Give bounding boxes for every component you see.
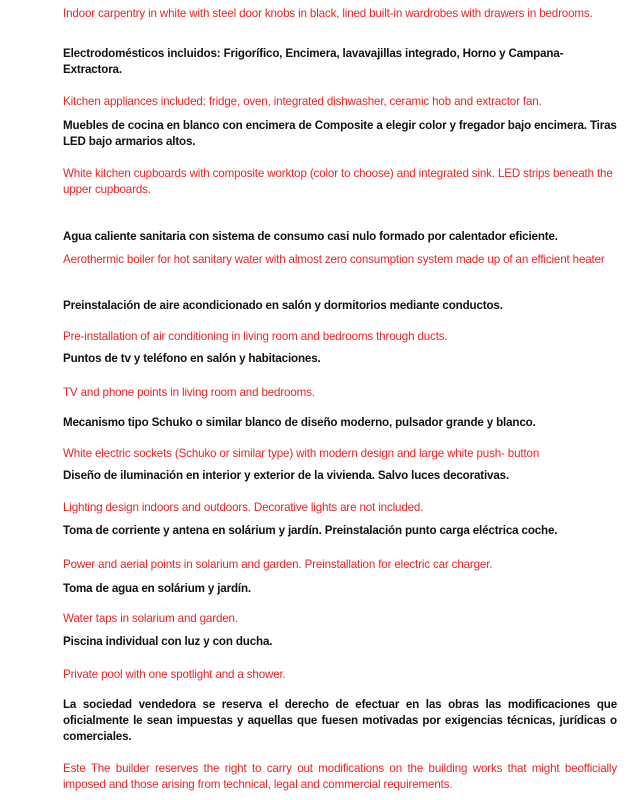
paragraph-sockets-es: Mecanismo tipo Schuko o similar blanco de diseño moderno, pulsador grande y blanco. bbox=[63, 416, 536, 429]
paragraph-tv-phone-en: TV and phone points in living room and bedrooms. bbox=[63, 386, 315, 399]
paragraph-disclaimer-es: La sociedad vendedora se reserva el derecho de efectuar en las obras las modificaciones que oficialmente le sean impuestas y aquellas que fuesen motivadas por exigencias técnicas, jurídicas o comerciales. bbox=[63, 698, 617, 743]
paragraph-pool-en: Private pool with one spotlight and a shower. bbox=[63, 668, 286, 681]
paragraph-hot-water-es: Agua caliente sanitaria con sistema de consumo casi nulo formado por calentador eficiente. bbox=[63, 230, 558, 243]
paragraph-sockets-en: White electric sockets (Schuko or similar type) with modern design and large white push- button bbox=[63, 447, 540, 460]
paragraph-air-con-en: Pre-installation of air conditioning in living room and bedrooms through ducts. bbox=[63, 330, 448, 343]
paragraph-water-taps-es: Toma de agua en solárium y jardín. bbox=[63, 582, 251, 595]
paragraph-lighting-es: Diseño de iluminación en interior y exterior de la vivienda. Salvo luces decorativas. bbox=[63, 469, 510, 482]
paragraph-air-con-es: Preinstalación de aire acondicionado en salón y dormitorios mediante conductos. bbox=[63, 299, 503, 312]
paragraph-kitchen-es: Muebles de cocina en blanco con encimera de Composite a elegir color y fregador bajo encimera. Tiras LED bajo armarios altos. bbox=[63, 119, 617, 148]
paragraph-appliances-en: Kitchen appliances included: fridge, oven, integrated dishwasher, ceramic hob and extractor fan. bbox=[63, 95, 542, 108]
paragraph-power-points-en: Power and aerial points in solarium and garden. Preinstallation for electric car charger. bbox=[63, 558, 493, 571]
paragraph-tv-phone-es: Puntos de tv y teléfono en salón y habitaciones. bbox=[63, 352, 321, 365]
paragraph-appliances-es: Electrodomésticos incluidos: Frigorífico, Encimera, lavavajillas integrado, Horno y Campana-Extractora. bbox=[63, 47, 564, 76]
paragraph-kitchen-en: White kitchen cupboards with composite worktop (color to choose) and integrated sink. LED strips beneath the upper cupboards. bbox=[63, 167, 613, 196]
paragraph-pool-es: Piscina individual con luz y con ducha. bbox=[63, 635, 273, 648]
paragraph-hot-water-en: Aerothermic boiler for hot sanitary water with almost zero consumption system made up of an efficient heater bbox=[63, 253, 605, 266]
paragraph-power-points-es: Toma de corriente y antena en solárium y jardín. Preinstalación punto carga eléctrica coche. bbox=[63, 524, 558, 537]
paragraph-lighting-en: Lighting design indoors and outdoors. Decorative lights are not included. bbox=[63, 501, 424, 514]
paragraph-water-taps-en: Water taps in solarium and garden. bbox=[63, 612, 238, 625]
paragraph-carpentry-en: Indoor carpentry in white with steel door knobs in black, lined built-in wardrobes with drawers in bedrooms. bbox=[63, 7, 593, 20]
paragraph-disclaimer-en: Este The builder reserves the right to carry out modifications on the building works that might beofficially imposed and those arising from technical, legal and commercial requirements. bbox=[63, 762, 617, 791]
